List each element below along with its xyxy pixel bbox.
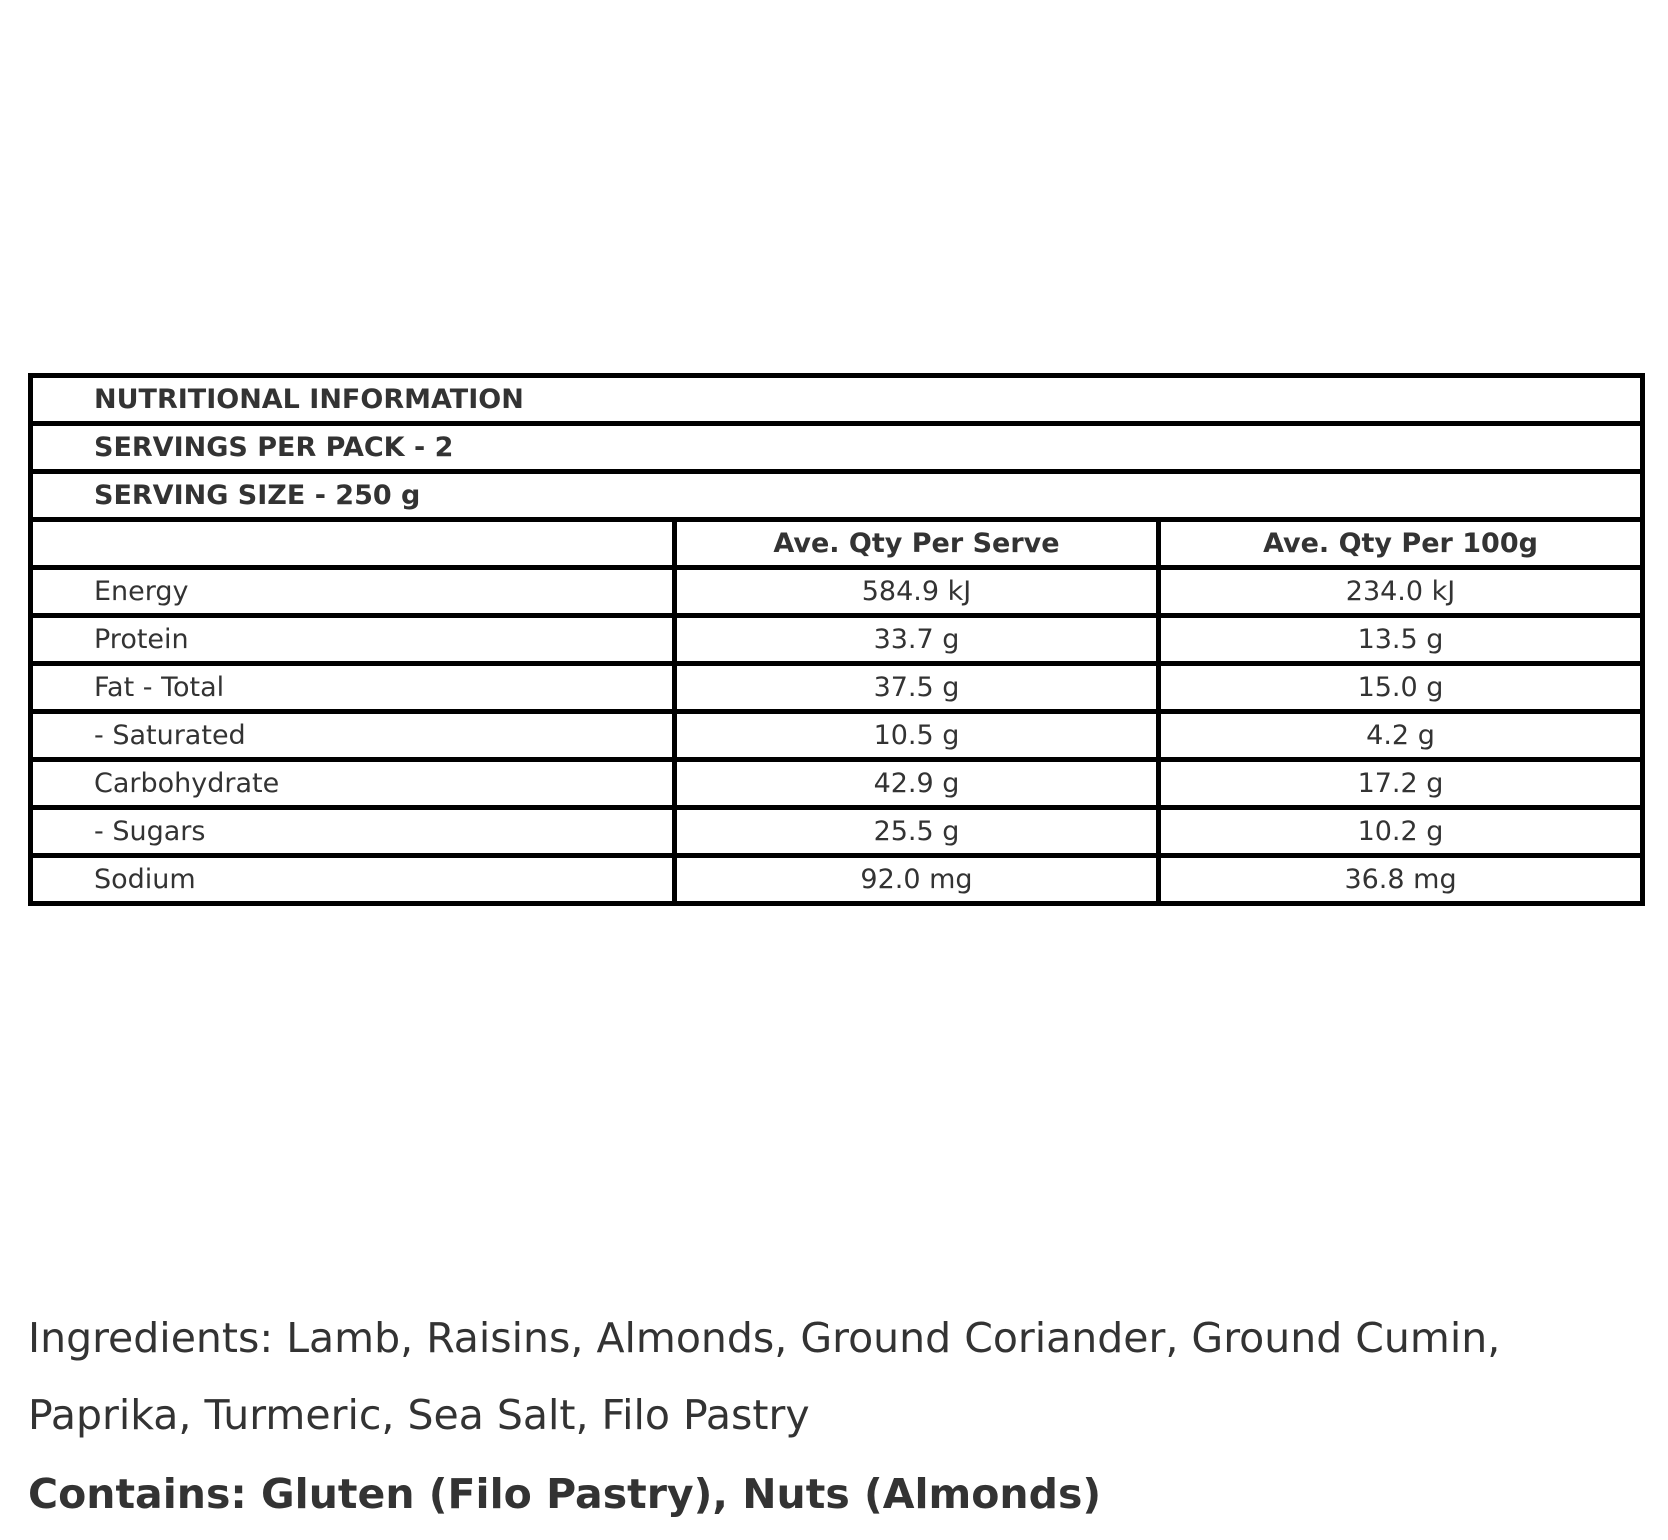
nutrition-panel [28,373,1640,906]
nutrient-label: Fat - Total [31,664,675,712]
per-100g-value: 4.2 g [1159,712,1643,760]
serving-size: SERVING SIZE - 250 g [31,472,1643,520]
per-100g-value: 234.0 kJ [1159,568,1643,616]
per-100g-value: 36.8 mg [1159,856,1643,904]
table-row [31,616,1643,664]
serving-size-row [31,472,1643,520]
column-header-per-100g: Ave. Qty Per 100g [1159,520,1643,568]
servings-per-pack: SERVINGS PER PACK - 2 [31,424,1643,472]
per-100g-value: 17.2 g [1159,760,1643,808]
per-serve-value: 33.7 g [675,616,1159,664]
table-row [31,808,1643,856]
column-header-row [31,520,1643,568]
table-row [31,712,1643,760]
nutrition-table [28,373,1645,906]
allergens-text: Contains: Gluten (Filo Pastry), Nuts (Almonds) [28,1470,1102,1518]
servings-row [31,424,1643,472]
table-row [31,856,1643,904]
title-row [31,376,1643,424]
per-100g-value: 15.0 g [1159,664,1643,712]
per-serve-value: 25.5 g [675,808,1159,856]
per-100g-value: 13.5 g [1159,616,1643,664]
per-100g-value: 10.2 g [1159,808,1643,856]
table-row [31,664,1643,712]
nutrient-label: Energy [31,568,675,616]
table-row [31,760,1643,808]
per-serve-value: 92.0 mg [675,856,1159,904]
ingredients-text: Ingredients: Lamb, Raisins, Almonds, Ground Coriander, Ground Cumin, Paprika, Turmeric, Sea Salt, Filo Pastry [28,1314,1501,1439]
nutrient-label: - Sugars [31,808,675,856]
table-row [31,568,1643,616]
column-header-label [31,520,675,568]
per-serve-value: 10.5 g [675,712,1159,760]
nutrient-label: Carbohydrate [31,760,675,808]
nutrient-label: Sodium [31,856,675,904]
per-serve-value: 42.9 g [675,760,1159,808]
nutrition-title: NUTRITIONAL INFORMATION [31,376,1643,424]
nutrient-label: - Saturated [31,712,675,760]
per-serve-value: 584.9 kJ [675,568,1159,616]
column-header-per-serve: Ave. Qty Per Serve [675,520,1159,568]
per-serve-value: 37.5 g [675,664,1159,712]
nutrient-label: Protein [31,616,675,664]
